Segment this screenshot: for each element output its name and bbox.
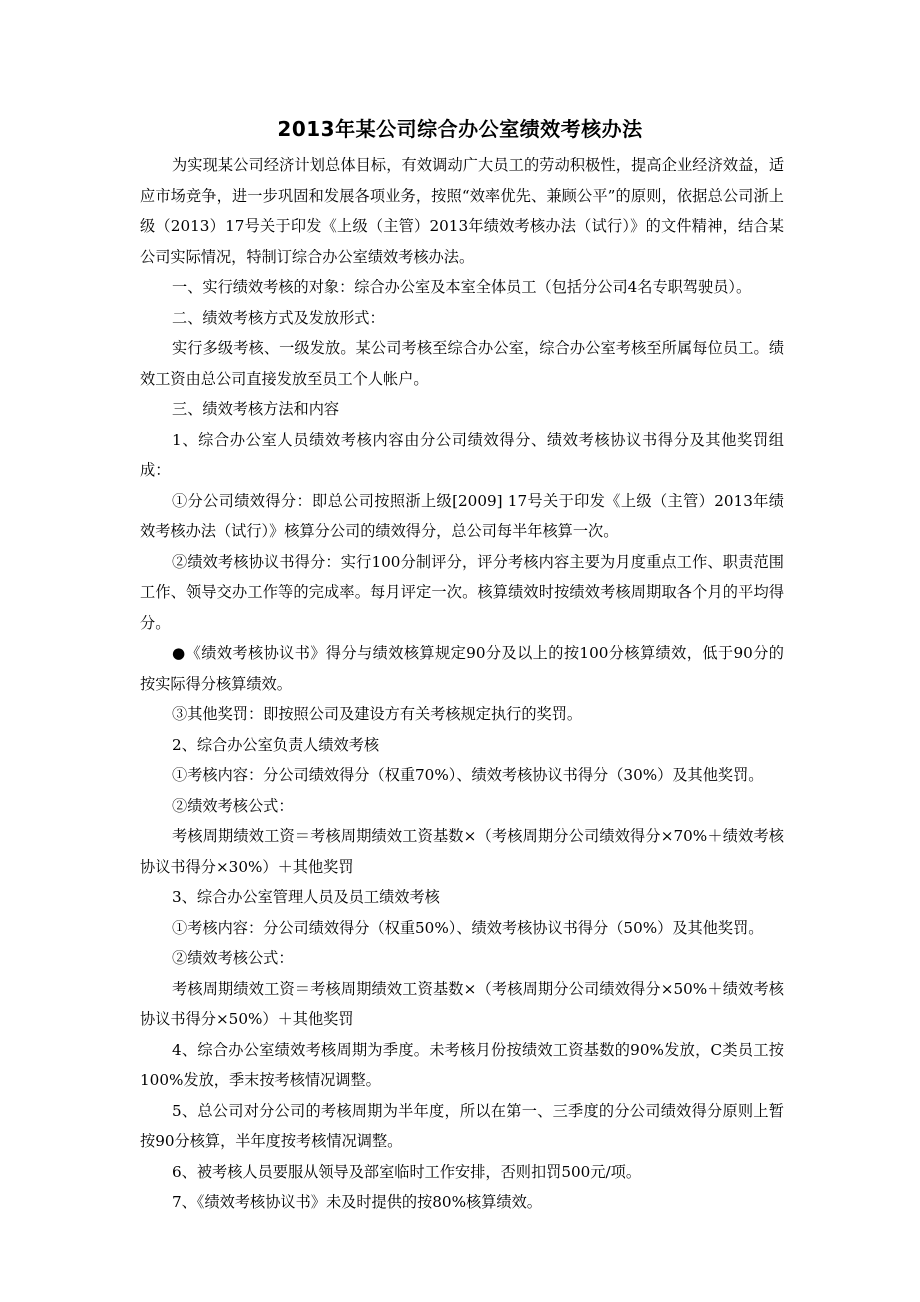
paragraph-item-7: 7、《绩效考核协议书》未及时提供的按80%核算绩效。: [172, 1193, 542, 1211]
paragraph-intro: 为实现某公司经济计划总体目标，有效调动广大员工的劳动积极性，提高企业经济效益，适应市场竞争，进一步巩固和发展各项业务，按照“效率优先、兼顾公平”的原则，依据总公司浙上级（2013）17号关于印发《上级（主管）2013年绩效考核办法（试行）》的文件精神，结合某公司实际情况，特制订综合办公室绩效考核办法。: [140, 156, 784, 266]
document-title: 2013年某公司综合办公室绩效考核办法: [277, 117, 643, 141]
paragraph-item-2-formula: 考核周期绩效工资＝考核周期绩效工资基数×（考核周期分公司绩效得分×70%＋绩效考核协议书得分×30%）＋其他奖罚: [140, 827, 784, 876]
paragraph-item-1-c: ③其他奖罚：即按照公司及建设方有关考核规定执行的奖罚。: [172, 705, 583, 723]
paragraph-section-2-heading: 二、绩效考核方式及发放形式：: [172, 308, 385, 327]
paragraph-section-2-body: 实行多级考核、一级发放。某公司考核至综合办公室，综合办公室考核至所属每位员工。绩效工资由总公司直接发放至员工个人帐户。: [140, 339, 784, 388]
paragraph-item-2: 2、综合办公室负责人绩效考核: [172, 735, 380, 754]
paragraph-item-6: 6、被考核人员要服从领导及部室临时工作安排，否则扣罚500元/项。: [172, 1162, 642, 1181]
paragraph-bullet-note: ●《绩效考核协议书》得分与绩效核算规定90分及以上的按100分核算绩效，低于90分的按实际得分核算绩效。: [140, 644, 784, 693]
paragraph-item-3: 3、综合办公室管理人员及员工绩效考核: [172, 888, 440, 906]
paragraph-item-3-a: ①考核内容：分公司绩效得分（权重50%）、绩效考核协议书得分（50%）及其他奖罚。: [172, 918, 764, 937]
paragraph-item-2-a: ①考核内容：分公司绩效得分（权重70%）、绩效考核协议书得分（30%）及其他奖罚。: [172, 766, 764, 784]
paragraph-item-5: 5、总公司对分公司的考核周期为半年度，所以在第一、三季度的分公司绩效得分原则上暂按90分核算，半年度按考核情况调整。: [140, 1101, 784, 1150]
paragraph-item-1: 1、综合办公室人员绩效考核内容由分公司绩效得分、绩效考核协议书得分及其他奖罚组成：: [140, 430, 784, 479]
paragraph-section-3-heading: 三、绩效考核方法和内容: [172, 400, 340, 418]
paragraph-section-1: 一、实行绩效考核的对象：综合办公室及本室全体员工（包括分公司4名专职驾驶员）。: [172, 278, 752, 296]
paragraph-item-4: 4、综合办公室绩效考核周期为季度。未考核月份按绩效工资基数的90%发放，C类员工按100%发放，季末按考核情况调整。: [140, 1040, 784, 1089]
document-body: [140, 150, 784, 1218]
paragraph-item-1-a: ①分公司绩效得分：即总公司按照浙上级[2009] 17号关于印发《上级（主管）2013年绩效考核办法（试行）》核算分公司的绩效得分，总公司每半年核算一次。: [140, 491, 784, 540]
paragraph-item-2-b: ②绩效考核公式：: [172, 796, 294, 815]
paragraph-item-1-b: ②绩效考核协议书得分：实行100分制评分，评分考核内容主要为月度重点工作、职责范围工作、领导交办工作等的完成率。每月评定一次。核算绩效时按绩效考核周期取各个月的平均得分。: [140, 552, 784, 632]
paragraph-item-3-formula: 考核周期绩效工资＝考核周期绩效工资基数×（考核周期分公司绩效得分×50%＋绩效考核协议书得分×50%）＋其他奖罚: [140, 979, 784, 1028]
paragraph-item-3-b: ②绩效考核公式：: [172, 949, 294, 967]
